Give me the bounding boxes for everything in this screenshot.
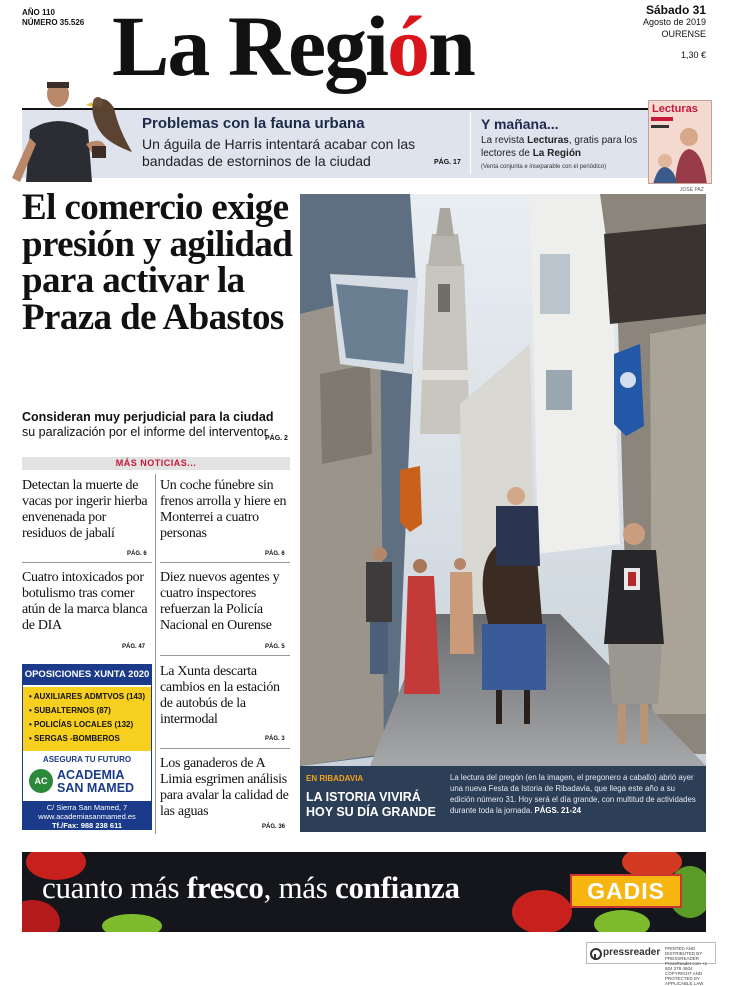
more-news-bar: MÁS NOTICIAS... <box>22 457 290 470</box>
main-headline[interactable]: El comercio exige presión y agilidad para activar la Praza de Abastos <box>22 187 293 338</box>
academia-ad[interactable] <box>22 664 152 830</box>
pressreader-note: PRINTED AND DISTRIBUTED BY PRESSREADER PressReader.com +1 604 278 4604 COPYRIGHT AND PROTECTED BY APPLICABLE LAW <box>665 946 708 986</box>
story-police[interactable] <box>160 570 290 634</box>
story-text: Un coche fúnebre sin frenos arrolla y hiere en Monterrei a cuatro personas <box>160 478 287 541</box>
story-text: Los ganaderos de A Limia esgrimen análisis para avalar la calidad de las aguas <box>160 756 289 819</box>
magazine-cover-title: Lecturas <box>652 103 698 115</box>
cover-photo-icon <box>649 101 712 184</box>
banner-text: Un águila de Harris intentará acabar con las bandadas de estorninos de la ciudad <box>142 136 416 169</box>
story-limia[interactable] <box>160 756 290 820</box>
story-divider <box>22 562 152 563</box>
story-botulism[interactable] <box>22 570 152 634</box>
newspaper-logo[interactable] <box>112 0 474 96</box>
academia-name: ACADEMIA SAN MAMED <box>57 768 135 795</box>
logo-text: La Regi <box>112 0 388 94</box>
story-divider <box>160 748 290 749</box>
story-page: PÁG. 47 <box>122 644 146 650</box>
gadis-logo: GADIS <box>570 874 682 908</box>
ad-list <box>23 687 151 751</box>
story-page: PÁG. 6 <box>127 551 147 557</box>
main-deck <box>22 410 294 440</box>
photo-caption[interactable] <box>300 766 706 832</box>
logo-red-o: ó <box>387 0 429 94</box>
academia-logo-icon: AC <box>29 769 53 793</box>
banner-title[interactable]: Problemas con la fauna urbana <box>142 115 365 132</box>
ad-item: • SUBALTERNOS (87) <box>29 706 111 715</box>
story-page: PÁG. 5 <box>265 644 285 650</box>
photo-credit: JOSÉ PAZ <box>680 187 704 193</box>
issue-number: NÚMERO 35.526 <box>22 18 85 27</box>
ad-header: OPOSICIONES XUNTA 2020 <box>23 665 151 685</box>
story-divider <box>160 655 290 656</box>
story-page: PÁG. 6 <box>265 551 285 557</box>
deck-line-2: su paralización por el informe del interventor <box>22 425 268 439</box>
man-with-eagle-photo <box>6 82 134 182</box>
caption-page: PÁGS. 21-24 <box>534 806 581 815</box>
pressreader-badge[interactable] <box>586 942 716 986</box>
ad-contact: C/ Sierra San Mamed, 7 www.academiasanmamed.es Tf./Fax: 988 238 611 <box>23 801 151 829</box>
magazine-cover-image[interactable] <box>648 100 712 184</box>
story-divider <box>160 562 290 563</box>
story-page: PÁG. 36 <box>262 824 286 830</box>
deck-line-1: Consideran muy perjudicial para la ciudad <box>22 410 274 424</box>
story-page: PÁG. 3 <box>265 736 285 742</box>
ad-slogan: ASEGURA TU FUTURO <box>42 755 132 764</box>
story-text: La Xunta descarta cambios en la estación de autobús de la intermodal <box>160 664 280 727</box>
main-page-ref: PÁG. 2 <box>265 435 288 442</box>
day-label: Sábado 31 <box>645 3 706 17</box>
ad-slogan: cuanto más fresco, más confianza <box>42 870 460 905</box>
story-hearse[interactable] <box>160 478 290 542</box>
magazine-text: La revista Lecturas, gratis para los lectores de La Región <box>481 135 638 159</box>
story-cows[interactable] <box>22 478 152 542</box>
column-divider <box>155 474 156 834</box>
ad-item: • POLICÍAS LOCALES (132) <box>29 720 134 729</box>
masthead-meta-right <box>643 4 706 40</box>
caption-kicker: EN RIBADAVIA <box>306 774 364 783</box>
ribadavia-festival-photo[interactable] <box>300 194 706 766</box>
ad-item: • AUXILIARES ADMTVOS (143) <box>29 692 145 701</box>
date-label: Agosto de 2019 <box>642 17 706 27</box>
story-text: Diez nuevos agentes y cuatro inspectores refuerzan la Policía Nacional en Ourense <box>160 570 280 633</box>
year-label: AÑO 110 <box>22 8 55 17</box>
caption-title: LA ISTORIA VIVIRÁ HOY SU DÍA GRANDE <box>306 790 436 819</box>
city-label: OURENSE <box>661 29 706 39</box>
banner-page: PÁG. 17 <box>434 159 461 166</box>
pressreader-name: pressreader <box>603 947 661 958</box>
story-xunta[interactable] <box>160 664 290 728</box>
pressreader-logo-icon <box>590 948 602 960</box>
story-text: Detectan la muerte de vacas por ingerir hierba envenenada por residuos de jabalí <box>22 478 148 541</box>
story-text: Cuatro intoxicados por botulismo tras comer atún de la marca blanca de DIA <box>22 570 148 633</box>
banner-divider <box>470 112 471 174</box>
ad-item: • SERGAS -BOMBEROS <box>29 734 120 743</box>
gadis-ad[interactable] <box>22 852 706 932</box>
caption-text: La lectura del pregón (en la imagen, el pregonero a caballo) abrió ayer una nueva Festa da Istoria de Ribadavia, que llega este año a su edición número 31. Hoy será el día grande, con multitud de actividades durante toda la jornada. PÁGS. 21-24 <box>450 773 696 815</box>
magazine-title[interactable]: Y mañana... <box>481 116 559 132</box>
logo-text-end: n <box>428 0 474 94</box>
magazine-note: (Venta conjunta e inseparable con el periódico) <box>481 164 607 170</box>
masthead-meta-left <box>22 8 84 28</box>
price-label: 1,30 € <box>680 50 706 60</box>
